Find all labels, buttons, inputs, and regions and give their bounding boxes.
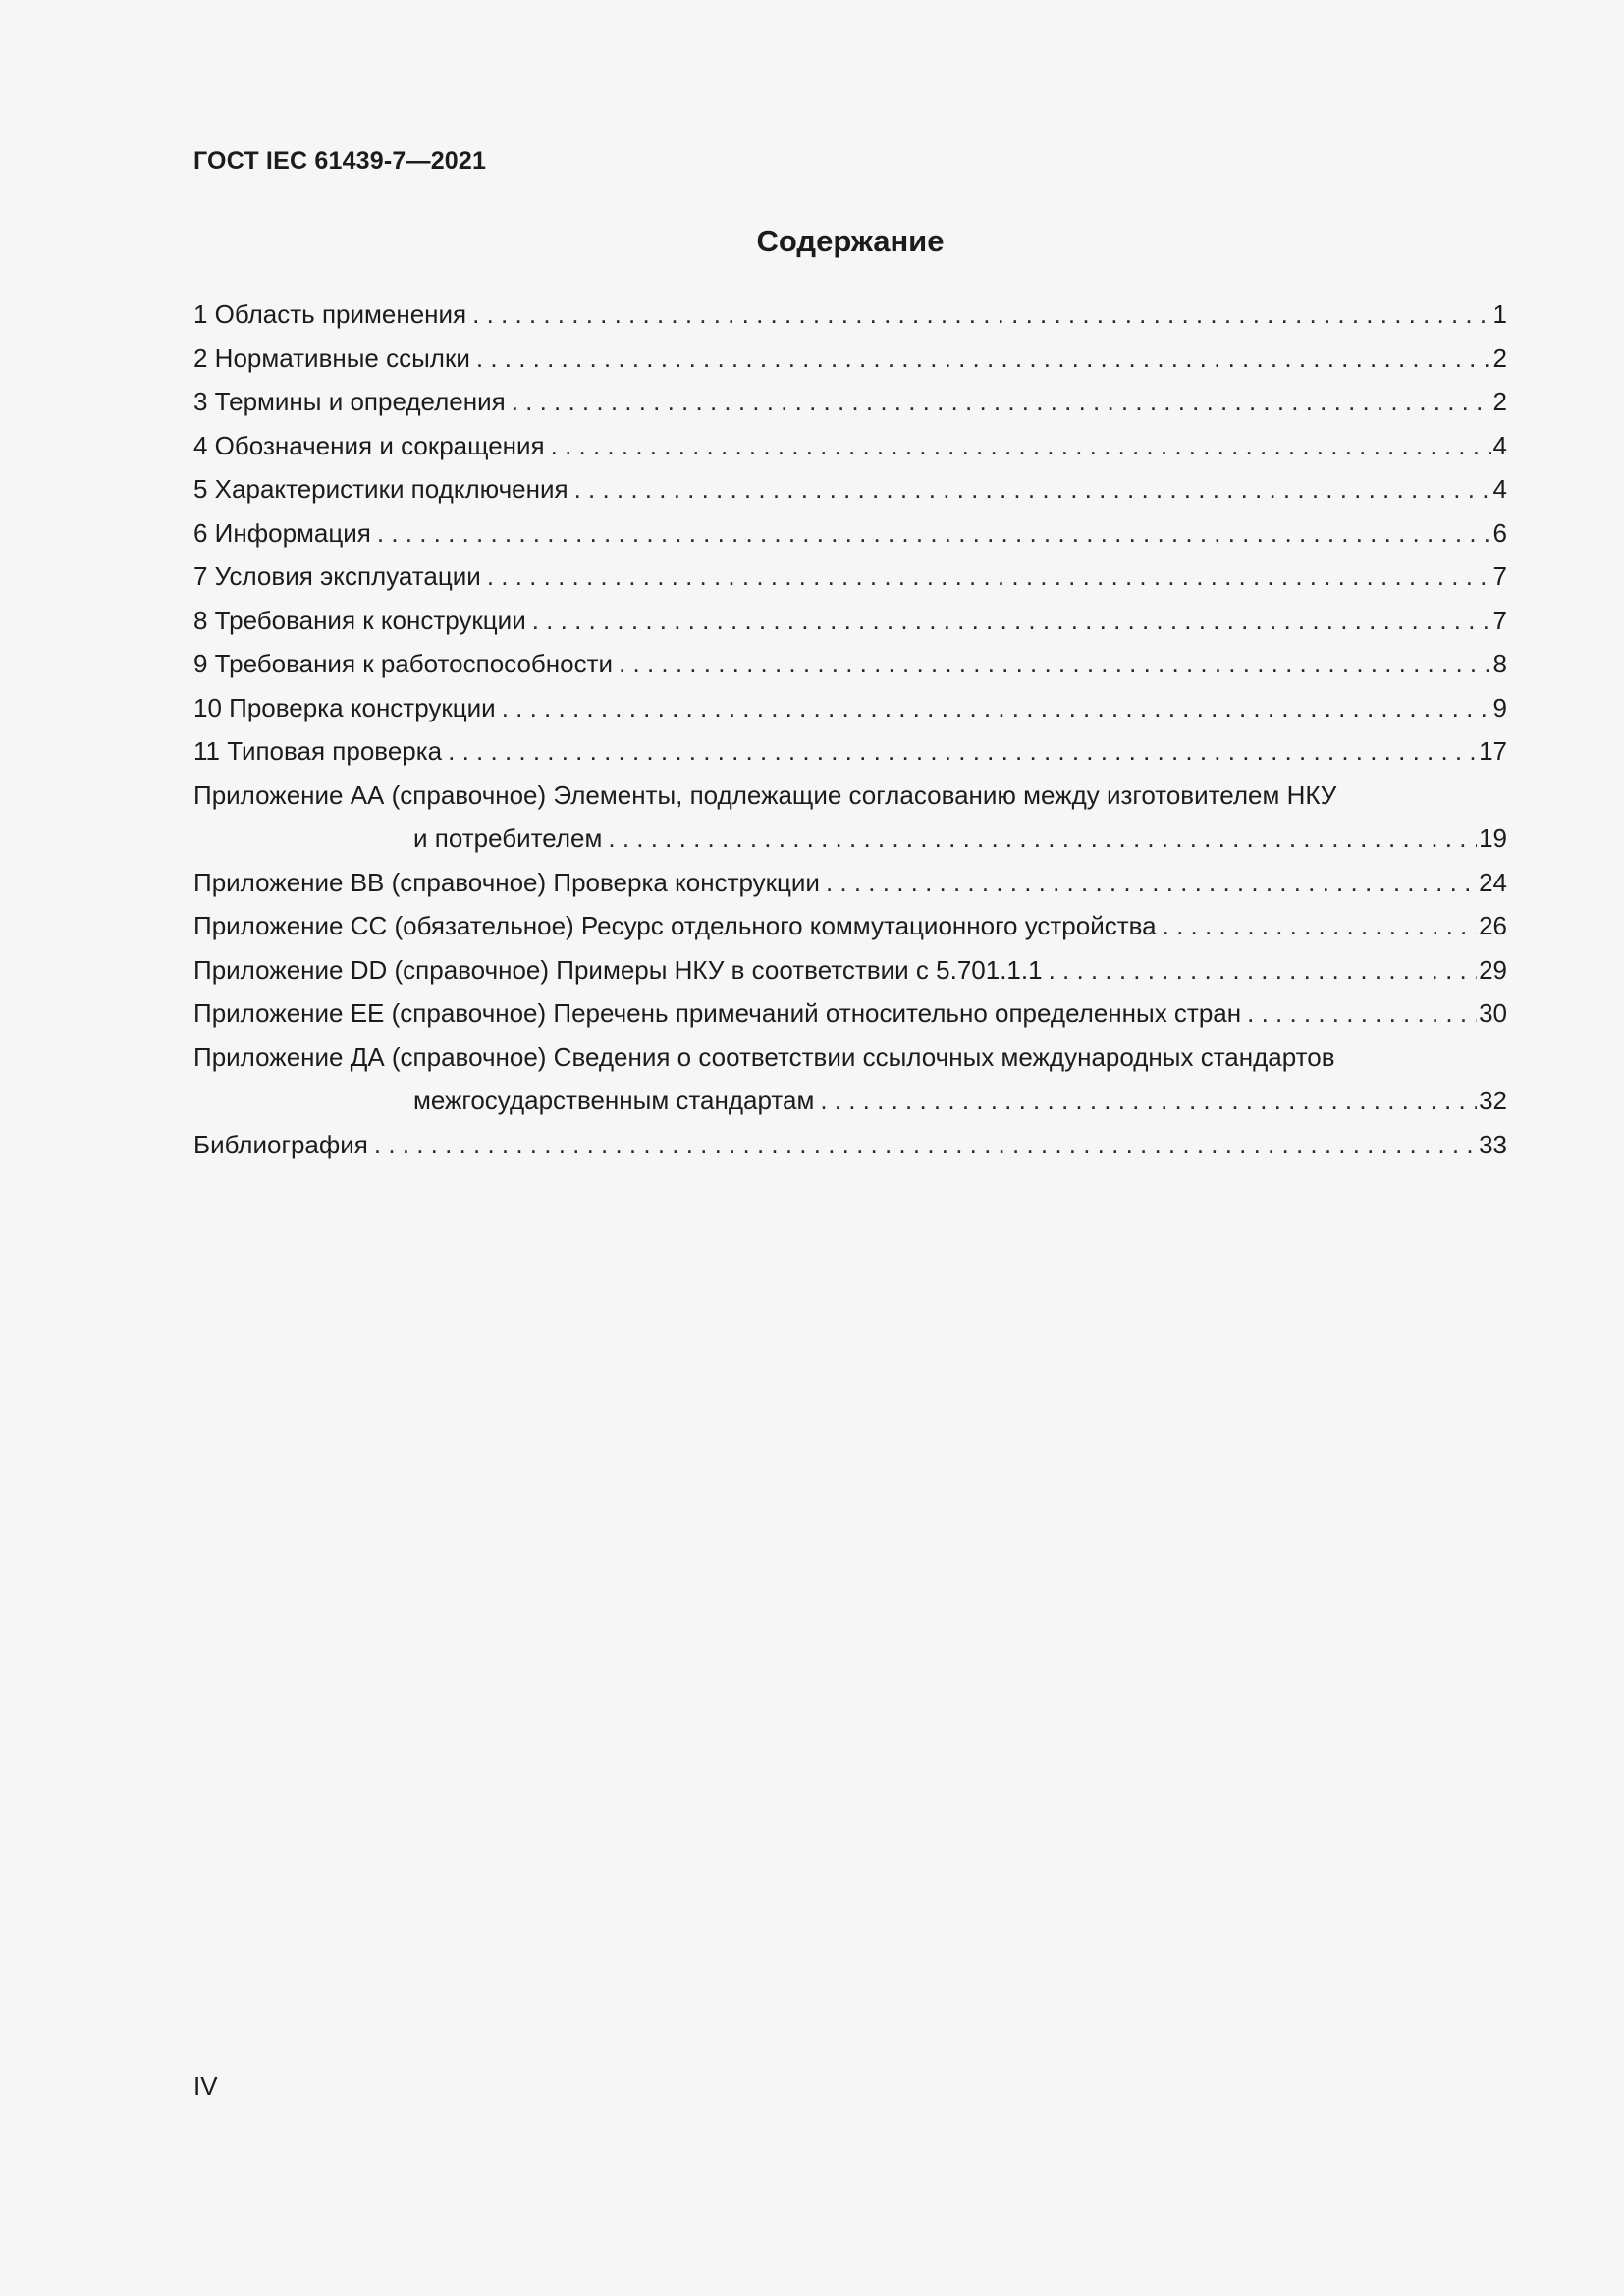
toc-entry-page: 19: [1479, 824, 1507, 853]
toc-entry-page: 4: [1492, 474, 1507, 504]
toc-dot-leader: [574, 467, 1491, 511]
toc-title: Содержание: [756, 224, 945, 258]
toc-entry-label: 3 Термины и определения: [193, 387, 506, 416]
table-of-contents: [193, 293, 1507, 1166]
toc-entry-page: 1: [1492, 299, 1507, 329]
toc-dot-leader: [472, 293, 1490, 337]
toc-entry-page: 26: [1479, 911, 1507, 940]
toc-entry-first-line[interactable]: Приложение ДА (справочное) Сведения о соответствии ссылочных международных стандартов: [193, 1041, 1335, 1072]
toc-dot-leader: [532, 599, 1491, 643]
toc-dot-leader: [1247, 991, 1477, 1036]
toc-entry-page: 32: [1479, 1086, 1507, 1115]
toc-dot-leader: [487, 555, 1491, 599]
toc-entry[interactable]: [193, 380, 1507, 424]
toc-entry[interactable]: [193, 337, 1507, 381]
toc-entry[interactable]: [193, 861, 1507, 905]
toc-entry-label: 6 Информация: [193, 517, 371, 548]
toc-entry-page: 29: [1479, 954, 1507, 985]
toc-entry-page: 8: [1492, 649, 1507, 678]
toc-entry[interactable]: [193, 1123, 1507, 1167]
toc-dot-leader: [820, 1079, 1477, 1123]
toc-dot-leader: [608, 817, 1477, 861]
toc-entry[interactable]: [193, 555, 1507, 599]
toc-dot-leader: [1163, 904, 1477, 948]
toc-dot-leader: [826, 861, 1477, 905]
toc-entry-label: 10 Проверка конструкции: [193, 692, 496, 722]
toc-entry-page: 9: [1492, 692, 1507, 722]
toc-entry[interactable]: [193, 467, 1507, 511]
toc-entry-page: 2: [1492, 387, 1507, 416]
toc-entry-page: 17: [1479, 736, 1507, 766]
toc-entry[interactable]: [193, 511, 1507, 556]
toc-entry-label: 9 Требования к работоспособности: [193, 649, 614, 678]
toc-dot-leader: [476, 337, 1491, 381]
toc-entry-label-continuation: и потребителем: [413, 824, 603, 853]
toc-dot-leader: [512, 380, 1491, 424]
toc-entry-label-continuation: межгосударственным стандартам: [413, 1086, 815, 1115]
toc-entry[interactable]: [193, 686, 1507, 730]
toc-entry-label: Библиография: [193, 1129, 368, 1159]
toc-entry-page: 30: [1479, 998, 1507, 1028]
toc-dot-leader: [377, 511, 1491, 556]
toc-entry-label: 11 Типовая проверка: [193, 736, 443, 766]
toc-entry[interactable]: [193, 642, 1507, 686]
toc-dot-leader: [448, 729, 1477, 774]
page-number: IV: [193, 2071, 218, 2101]
toc-entry[interactable]: [193, 904, 1507, 948]
toc-entry-page: 24: [1479, 867, 1507, 897]
toc-dot-leader: [619, 642, 1490, 686]
toc-entry-label: 4 Обозначения и сокращения: [193, 430, 545, 460]
toc-entry-page: 2: [1492, 343, 1507, 373]
document-header: ГОСТ IEC 61439-7—2021: [193, 147, 487, 175]
toc-entry[interactable]: [193, 991, 1507, 1036]
toc-dot-leader: [502, 686, 1491, 730]
toc-entry-label: 5 Характеристики подключения: [193, 474, 568, 504]
toc-entry-label: 2 Нормативные ссылки: [193, 343, 470, 373]
toc-entry-page: 7: [1492, 561, 1507, 591]
toc-entry-label: 8 Требования к конструкции: [193, 605, 526, 635]
toc-entry-label: Приложение ВВ (справочное) Проверка конструкции: [193, 867, 820, 897]
toc-entry-label: Приложение СС (обязательное) Ресурс отдельного коммутационного устройства: [193, 911, 1157, 940]
toc-entry-label: 1 Область применения: [193, 299, 467, 329]
toc-entry[interactable]: [193, 817, 1507, 861]
toc-entry[interactable]: [193, 424, 1507, 468]
toc-entry-first-line[interactable]: Приложение АА (справочное) Элементы, подлежащие согласованию между изготовителем НКУ: [193, 779, 1337, 810]
toc-entry-label: 7 Условия эксплуатации: [193, 561, 481, 591]
toc-entry-page: 4: [1492, 430, 1507, 460]
toc-entry-label: Приложение DD (справочное) Примеры НКУ в соответствии с 5.701.1.1: [193, 954, 1043, 985]
toc-entry[interactable]: [193, 1079, 1507, 1123]
toc-entry[interactable]: [193, 729, 1507, 774]
toc-entry-label: Приложение ЕЕ (справочное) Перечень примечаний относительно определенных стран: [193, 998, 1242, 1028]
toc-entry[interactable]: [193, 948, 1507, 992]
toc-dot-leader: [551, 424, 1491, 468]
toc-entry[interactable]: [193, 293, 1507, 337]
toc-dot-leader: [374, 1123, 1477, 1167]
toc-entry-page: 6: [1492, 517, 1507, 548]
toc-entry-page: 7: [1492, 605, 1507, 635]
toc-entry[interactable]: [193, 599, 1507, 643]
toc-entry-page: 33: [1479, 1129, 1507, 1159]
toc-dot-leader: [1049, 948, 1478, 992]
